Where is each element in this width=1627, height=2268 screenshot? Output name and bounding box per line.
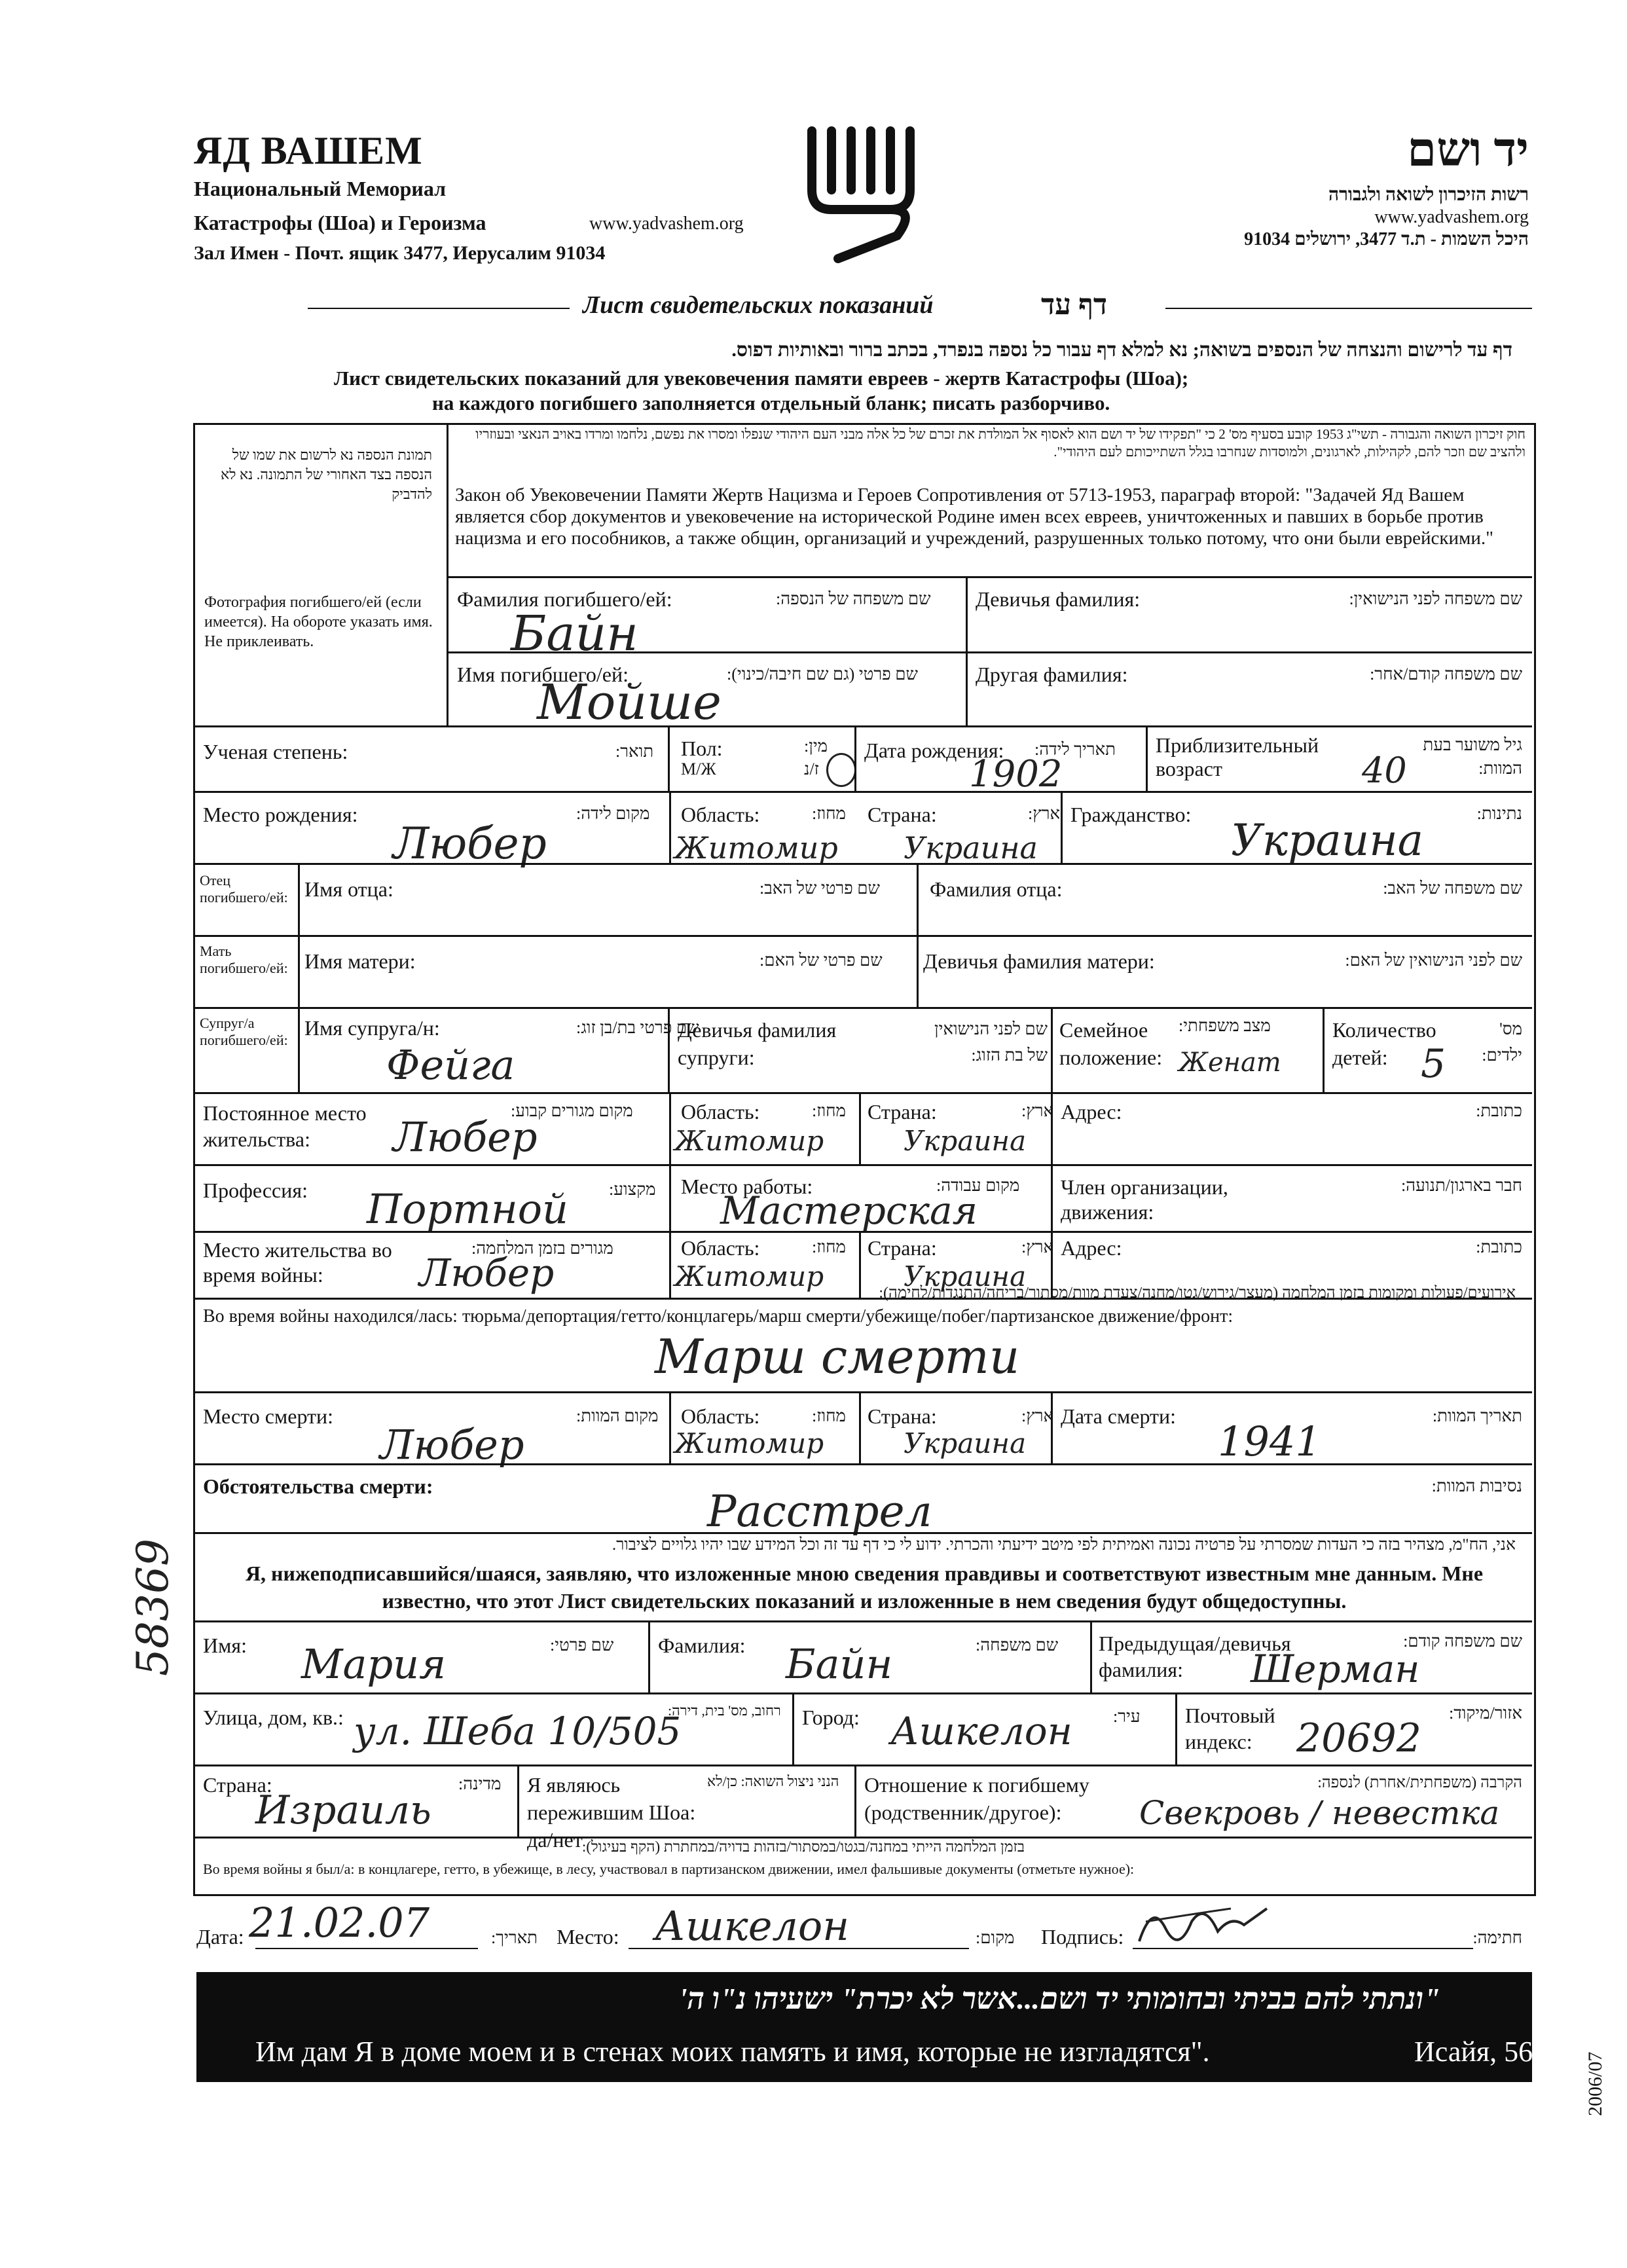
org-subtitle2-ru: Катастрофы (Шоа) и Героизма xyxy=(194,211,486,234)
maiden-label: Девичья фамилия: xyxy=(976,587,1141,611)
witness-city-label-he: עיר: xyxy=(1113,1707,1141,1726)
birthplace-label: Место рождения: xyxy=(203,803,358,826)
maiden-label-he: שם משפחה לפני הנישואין: xyxy=(1349,589,1522,608)
col-line xyxy=(917,935,919,1007)
death-place-label-he: מקום המוות: xyxy=(576,1406,659,1425)
death-place-value: Любер xyxy=(380,1421,524,1469)
col-line xyxy=(1051,1391,1053,1463)
address-label-he: כתובת: xyxy=(1476,1101,1522,1120)
col-line xyxy=(854,725,856,791)
date-value: 21.02.07 xyxy=(249,1899,430,1947)
spouse-name-label: Имя супруга/н: xyxy=(304,1016,440,1040)
first-name-value: Мойше xyxy=(537,674,722,731)
witness-country-label: Страна: xyxy=(203,1773,272,1797)
signature-label-he: חתימה: xyxy=(1472,1928,1522,1947)
col-line xyxy=(668,1007,670,1092)
witness-surname-label-he: שם משפחה: xyxy=(976,1636,1059,1655)
witness-street-label-he: רחוב, מס' בית, דירה: xyxy=(668,1702,781,1719)
witness-prev-label-he: שם משפחה קודם: xyxy=(1403,1632,1522,1651)
death-region-label: Область: xyxy=(681,1404,760,1428)
place-label-he: מקום: xyxy=(976,1928,1015,1947)
birth-region-label-he: מחוז: xyxy=(812,804,846,823)
col-line xyxy=(1051,1007,1053,1092)
degree-label-he: תואר: xyxy=(615,742,654,761)
col-line xyxy=(668,725,670,791)
citizenship-label: Гражданство: xyxy=(1070,803,1192,826)
wartime-res-label-he: מגורים בזמן המלחמה: xyxy=(471,1239,613,1258)
degree-label: Ученая степень: xyxy=(203,740,348,763)
witness-prev-value: Шерман xyxy=(1251,1647,1420,1691)
instruction-ru-1: Лист свидетельских показаний для увековечения памяти евреев - жертв Катастрофы (Шоа); xyxy=(334,367,1189,390)
war-country-label-he: ארץ: xyxy=(1021,1237,1054,1256)
dob-label: Дата рождения: xyxy=(864,739,1004,762)
witness-war-he: בזמן המלחמה הייתי במחנה/בגטו/במסתור/בזהות בדויה/במחתרת (הקף בעיגול): xyxy=(581,1838,1025,1855)
col-line xyxy=(1323,1007,1325,1092)
death-country-label-he: ארץ: xyxy=(1021,1406,1054,1425)
wartime-res-value: Любер xyxy=(419,1251,555,1295)
quote-ref: Исайя, 56:5 xyxy=(1414,2036,1556,2068)
witness-city-value: Ашкелон xyxy=(890,1709,1072,1753)
approx-age-value: 40 xyxy=(1362,750,1407,791)
witness-zip-label-he: אזור/מיקוד: xyxy=(1448,1704,1522,1723)
death-date-label-he: תאריך המוות: xyxy=(1432,1406,1522,1425)
witness-survivor-label-he: הנני ניצול השואה: כן/לא xyxy=(707,1773,839,1789)
witness-prev-label: Предыдущая/девичья фамилия: xyxy=(1099,1632,1291,1681)
sex-label: Пол: xyxy=(681,737,723,760)
col-line xyxy=(792,1692,794,1765)
first-name-label-he: שם פרטי (גם שם חיבה/כינוי): xyxy=(727,665,918,684)
col-line xyxy=(648,1620,650,1692)
row-line xyxy=(193,1463,1532,1465)
photo-note-he: תמונת הנספה נא לרשום את שמו של הנספה בצד האחורי של התמונה. נא לא להדביק xyxy=(220,447,432,502)
war-events-label-he: אירועים/פעולות ומקומות בזמן המלחמה (מעצר/גירוש/גטו/מחנה/צעדת מוות/מסתור/בריחה/התנגדות/לחימה): xyxy=(879,1285,1516,1302)
death-circ-value: Расстрел xyxy=(707,1486,932,1537)
witness-surname-value: Байн xyxy=(786,1640,893,1688)
row-line xyxy=(193,1231,1532,1233)
approx-age-label: Приблизительный возраст xyxy=(1156,733,1319,780)
row-line xyxy=(193,791,1532,793)
sex-options: М/Ж xyxy=(681,759,716,778)
address-label: Адрес: xyxy=(1061,1100,1122,1124)
birth-region-value: Житомир xyxy=(674,830,838,866)
spouse-name-value: Фейга xyxy=(386,1041,515,1089)
surname-label-he: שם משפחה של הנספה: xyxy=(776,589,931,608)
col-line xyxy=(917,863,919,935)
title-rule-left xyxy=(308,308,570,309)
spouse-box-label: Супруг/а погибшего/ей: xyxy=(200,1015,288,1048)
father-box-label: Отец погибшего/ей: xyxy=(200,872,288,905)
marital-label: Семейное положение: xyxy=(1059,1018,1163,1069)
surname-value: Байн xyxy=(511,606,638,662)
war-region-label: Область: xyxy=(681,1236,760,1260)
workplace-label-he: מקום עבודה: xyxy=(936,1176,1020,1195)
row-line xyxy=(193,1092,1532,1094)
residence-value: Любер xyxy=(393,1113,538,1161)
witness-relation-label-he: הקרבה (משפחתית/אחרת) לנספה: xyxy=(1317,1774,1522,1791)
sex-label-he: מין: xyxy=(804,737,828,756)
quote-he: "ונתתי להם בביתי ובחומותי יד ושם...אשר לא יכרת" ישעיהו נ"ו ה' xyxy=(678,1982,1440,2015)
birthplace-value: Любер xyxy=(393,818,547,869)
place-line xyxy=(629,1948,969,1949)
wartime-res-label: Место жительства во время войны: xyxy=(203,1238,392,1287)
side-code: 2006/07 xyxy=(1584,2051,1606,2116)
witness-war-ru: Во время войны я был/а: в концлагере, гетто, в убежище, в лесу, участвовал в партизанском движении, имел фальшивые документы (отметьте нужное): xyxy=(203,1861,1135,1877)
org-member-label-he: חבר בארגון/תנועה: xyxy=(1400,1176,1522,1195)
witness-surname-label: Фамилия: xyxy=(658,1634,746,1657)
row-line xyxy=(193,1692,1532,1694)
father-surname-label-he: שם משפחה של האב: xyxy=(1383,879,1522,898)
death-circ-label-he: נסיבות המוות: xyxy=(1431,1476,1522,1495)
mother-maiden-label: Девичья фамилия матери: xyxy=(923,949,1155,973)
col-line xyxy=(1051,1092,1053,1164)
residence-label-he: מקום מגורים קבוע: xyxy=(511,1101,633,1120)
col-line xyxy=(859,1092,861,1164)
row-line xyxy=(447,651,1532,653)
witness-city-label: Город: xyxy=(802,1706,860,1729)
org-subtitle-ru: Национальный Мемориал xyxy=(194,177,447,200)
date-label-he: תאריך: xyxy=(491,1928,538,1947)
row-line xyxy=(193,725,1532,727)
org-address-ru: Зал Имен - Почт. ящик 3477, Иерусалим 91034 xyxy=(194,242,606,264)
spouse-name-label-he: שם פרטי בת/בן זוג: xyxy=(576,1018,699,1037)
children-value: 5 xyxy=(1421,1041,1446,1087)
spouse-maiden-label: Девичья фамилия супруги: xyxy=(678,1018,837,1069)
org-member-label: Член организации, движения: xyxy=(1061,1175,1228,1224)
surname-label: Фамилия погибшего/ей: xyxy=(457,587,672,611)
res-region-label-he: מחוז: xyxy=(812,1101,846,1120)
res-region-value: Житомир xyxy=(674,1125,824,1157)
col-line xyxy=(669,1092,671,1164)
death-country-value: Украина xyxy=(904,1427,1027,1459)
row-line xyxy=(193,863,1532,865)
row-line xyxy=(447,576,1532,578)
col-line xyxy=(859,1391,861,1463)
death-place-label: Место смерти: xyxy=(203,1404,334,1428)
first-name-label: Имя погибшего/ей: xyxy=(457,663,629,686)
quote-banner xyxy=(196,1972,1556,2082)
witness-zip-value: 20692 xyxy=(1296,1715,1421,1761)
father-name-label-he: שם פרטי של האב: xyxy=(759,879,880,898)
signature-label: Подпись: xyxy=(1041,1925,1124,1948)
marital-value: Женат xyxy=(1179,1048,1281,1078)
profession-label-he: מקצוע: xyxy=(609,1180,656,1199)
declaration-ru: Я, нижеподписавшийся/шаяся, заявляю, что изложенные мною сведения правдивы и соответствуют известным мне данным. Мне известно, что этот Лист свидетельских показаний и изложенные в нем сведения будут общедоступны. xyxy=(245,1562,1484,1613)
col-line xyxy=(1061,791,1063,863)
mother-name-label-he: שם פרטי של האם: xyxy=(759,951,883,970)
col-line xyxy=(298,863,300,1092)
mother-maiden-label-he: שם לפני הנישואין של האם: xyxy=(1345,951,1522,970)
workplace-value: Мастерская xyxy=(720,1188,978,1233)
citizenship-label-he: נתינות: xyxy=(1476,804,1522,823)
signature-line xyxy=(1133,1948,1473,1949)
approx-age-label-he: גיל משוער בעת המוות: xyxy=(1423,735,1522,778)
death-date-label: Дата смерти: xyxy=(1061,1404,1177,1428)
res-region-label: Область: xyxy=(681,1100,760,1124)
row-line xyxy=(193,935,1532,937)
father-name-label: Имя отца: xyxy=(304,877,393,901)
mother-name-label: Имя матери: xyxy=(304,949,416,973)
war-address-label: Адрес: xyxy=(1061,1236,1122,1260)
witness-relation-label: Отношение к погибшему (родственник/другое): xyxy=(864,1773,1089,1824)
row-line xyxy=(193,1164,1532,1166)
war-address-label-he: כתובת: xyxy=(1476,1237,1522,1256)
form-title-he: דף עד xyxy=(1041,289,1108,321)
profession-value: Портной xyxy=(367,1185,568,1233)
witness-name-value: Мария xyxy=(301,1640,447,1688)
workplace-label: Место работы: xyxy=(681,1175,813,1198)
org-name-he: יד ושם xyxy=(1407,124,1529,176)
war-region-value: Житомир xyxy=(674,1260,824,1292)
instruction-ru-2: на каждого погибшего заполняется отдельный бланк; писать разборчиво. xyxy=(432,392,1110,414)
death-region-label-he: מחוז: xyxy=(812,1406,846,1425)
war-region-label-he: מחוז: xyxy=(812,1237,846,1256)
declaration-he: אני, הח"מ, מצהיר בזה כי העדות שמסרתי על פרטיה נכונה ואמיתית לפי מיטב ידיעתי והכרתי. ידוע לי כי דף עד זה וכל המידע שבו יהיו גלויים לציבור. xyxy=(612,1536,1516,1554)
col-line xyxy=(517,1765,519,1837)
birth-country-label: Страна: xyxy=(868,803,937,826)
profession-label: Профессия: xyxy=(203,1179,308,1202)
org-address-he: היכל השמות - ת.ד 3477, ירושלים 91034 xyxy=(1244,229,1529,249)
res-country-value: Украина xyxy=(904,1125,1027,1157)
witness-street-value: ул. Шеба 10/505 xyxy=(354,1709,682,1753)
photo-note-ru: Фотография погибшего/ей (если имеется). На обороте указать имя. Не приклеивать. xyxy=(204,594,433,650)
war-events-value: Марш смерти xyxy=(655,1329,1020,1384)
spouse-maiden-label-he: שם לפני הנישואין של בת הזוג: xyxy=(934,1019,1048,1065)
witness-name-label-he: שם פרטי: xyxy=(550,1636,614,1655)
witness-relation-value: Свекровь / невестка xyxy=(1139,1794,1500,1832)
col-line xyxy=(1090,1620,1092,1692)
menorah-logo xyxy=(792,118,936,275)
photo-divider xyxy=(447,424,448,725)
children-label: Количество детей: xyxy=(1332,1018,1436,1069)
witness-survivor-label: Я являюсь пережившим Шоа: да/нет xyxy=(527,1773,696,1852)
marital-label-he: מצב משפחתי: xyxy=(1179,1016,1271,1035)
residence-label: Постоянное место жительства: xyxy=(203,1101,367,1151)
col-line xyxy=(854,1765,856,1837)
row-line xyxy=(193,1391,1532,1393)
res-country-label-he: ארץ: xyxy=(1021,1101,1054,1120)
witness-name-label: Имя: xyxy=(203,1634,247,1657)
birth-country-value: Украина xyxy=(904,830,1038,866)
death-date-value: 1941 xyxy=(1218,1418,1321,1465)
col-line xyxy=(859,1231,861,1298)
war-country-value: Украина xyxy=(904,1260,1027,1292)
date-label: Дата: xyxy=(196,1925,244,1948)
date-line xyxy=(255,1948,478,1949)
witness-street-label: Улица, дом, кв.: xyxy=(203,1706,344,1729)
instruction-he: דף עד לרישום והנצחה של הנספים בשואה; נא למלא דף עבור כל נספה בנפרד, בכתב ברור ובאותיות דפוס. xyxy=(731,339,1512,361)
witness-country-value: Израиль xyxy=(255,1787,431,1833)
col-line xyxy=(669,1231,671,1298)
birthplace-label-he: מקום לידה: xyxy=(576,804,650,823)
place-label: Место: xyxy=(557,1925,619,1948)
col-line xyxy=(1175,1692,1177,1765)
other-surname-label-he: שם משפחה קודם/אחר: xyxy=(1370,665,1522,684)
row-line xyxy=(193,1532,1532,1534)
war-events-label: Во время войны находился/лась: тюрьма/депортация/гетто/концлагерь/марш смерти/убежище/побег/партизанское движение/фронт: xyxy=(203,1306,1234,1326)
website-left: www.yadvashem.org xyxy=(589,213,744,234)
res-country-label: Страна: xyxy=(868,1100,937,1124)
col-line xyxy=(669,1164,671,1231)
title-rule-right xyxy=(1165,308,1532,309)
father-surname-label: Фамилия отца: xyxy=(930,877,1063,901)
col-line xyxy=(966,576,968,725)
row-line xyxy=(193,1620,1532,1622)
quote-ru: Им дам Я в доме моем и в стенах моих память и имя, которые не изгладятся". xyxy=(255,2036,1210,2068)
dob-label-he: תאריך לידה: xyxy=(1034,740,1116,759)
col-line xyxy=(1146,725,1148,791)
birth-region-label: Область: xyxy=(681,803,760,826)
dob-value: 1902 xyxy=(969,753,1063,796)
death-region-value: Житомир xyxy=(674,1427,824,1459)
other-surname-label: Другая фамилия: xyxy=(976,663,1128,686)
birth-country-label-he: ארץ: xyxy=(1028,804,1061,823)
war-country-label: Страна: xyxy=(868,1236,937,1260)
row-line xyxy=(193,1765,1532,1766)
witness-country-label-he: מדינה: xyxy=(458,1774,502,1793)
col-line xyxy=(1051,1164,1053,1231)
margin-number: 58369 xyxy=(128,1539,178,1676)
sex-options-he: ז/נ xyxy=(804,759,819,778)
sex-circle xyxy=(826,753,856,787)
signature-scribble xyxy=(1133,1895,1277,1954)
col-line xyxy=(669,1391,671,1463)
law-text-he: חוק זיכרון השואה והגבורה - תשי"ג 1953 קובע בסעיף מס' 2 כי "תפקידו של יד ושם הוא לאסוף אל המולדת את זכרם של כל אלה מבני העם היהודי שנפלו ומסרו את נפשם, נלחמו ומרדו באויב הנאצי ובעוזריו ולהציב שם וזכר להם, לקהילות, לארגונים, ולמוסדות שנחרבו בגלל השתייכותם לעם היהודי". xyxy=(475,426,1526,460)
org-subtitle-he: רשות הזיכרון לשואה ולגבורה xyxy=(1328,185,1529,205)
witness-zip-label: Почтовый индекс: xyxy=(1185,1704,1275,1753)
row-line xyxy=(193,1007,1532,1009)
org-name-ru: ЯД ВАШЕМ xyxy=(194,129,423,172)
children-label-he: מס' ילדים: xyxy=(1482,1019,1522,1065)
death-circ-label: Обстоятельства смерти: xyxy=(203,1474,433,1498)
place-value: Ашкелон xyxy=(655,1902,850,1950)
law-text-ru: Закон об Увековечении Памяти Жертв Нацизма и Героев Сопротивления от 5713-1953, параграф второй: "Задачей Яд Вашем является сбор документов и увековечение на исторической Родине имен всех евреев, уничтоженных и павших в борьбе против нацизма и его пособников, а также общин, организаций и учреждений, разрушенных только потому, что они были еврейскими." xyxy=(455,485,1493,549)
citizenship-value: Украина xyxy=(1231,815,1424,866)
mother-box-label: Мать погибшего/ей: xyxy=(200,943,288,976)
col-line xyxy=(669,791,671,863)
form-title-ru: Лист свидетельских показаний xyxy=(583,291,934,319)
website-right: www.yadvashem.org xyxy=(1374,207,1529,227)
death-country-label: Страна: xyxy=(868,1404,937,1428)
